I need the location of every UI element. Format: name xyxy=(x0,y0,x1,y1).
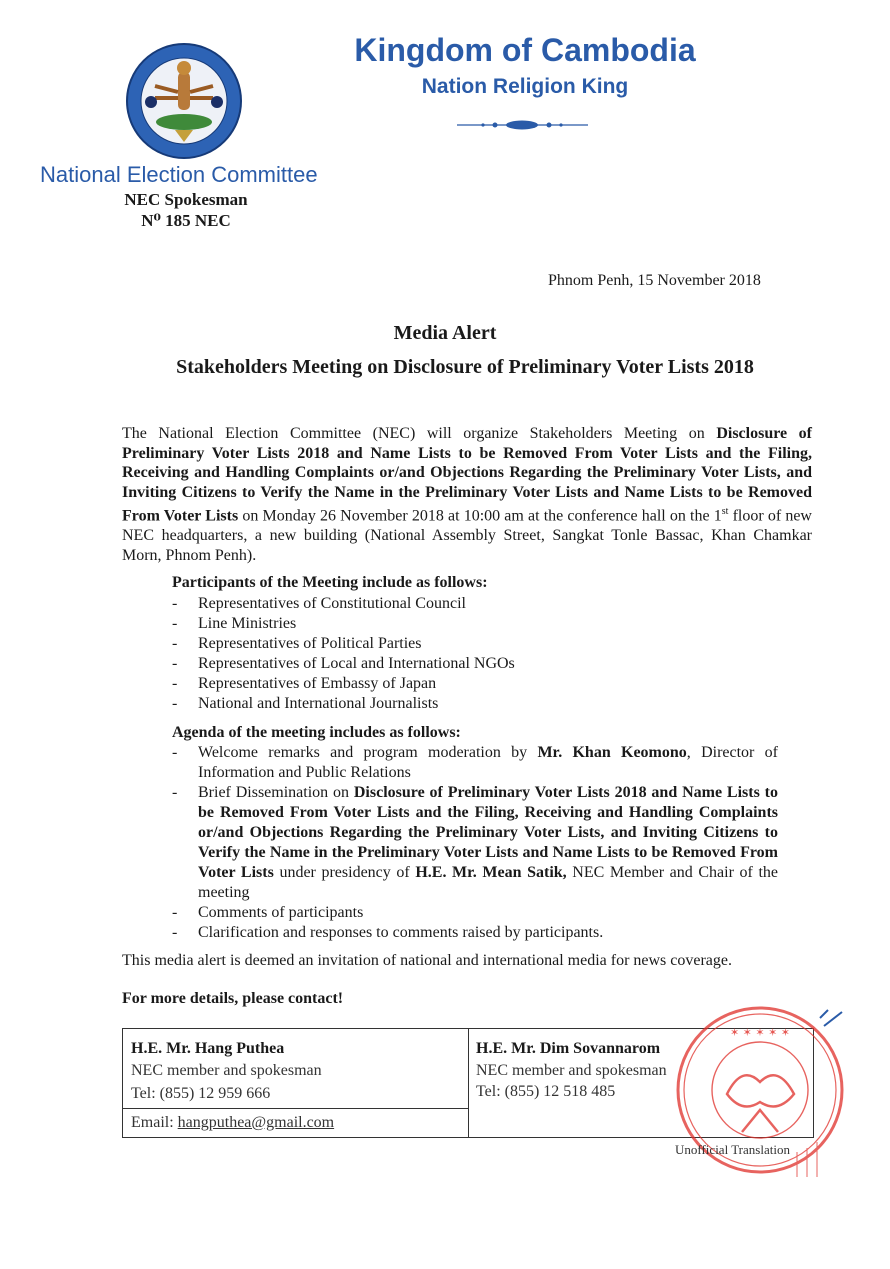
contact-tel: Tel: (855) 12 959 666 xyxy=(131,1085,271,1102)
list-item: - Line Ministries xyxy=(172,614,515,634)
document-title: Media Alert xyxy=(393,322,497,344)
agenda-heading: Agenda of the meeting includes as follows: xyxy=(172,724,461,741)
contact-name: H.E. Mr. Hang Puthea xyxy=(131,1040,285,1057)
list-item: - Comments of participants xyxy=(172,903,778,923)
participants-heading: Participants of the Meeting include as follows: xyxy=(172,574,488,591)
agenda-list xyxy=(172,743,778,943)
contact-role: NEC member and spokesman xyxy=(476,1062,667,1079)
document-date: Phnom Penh, 15 November 2018 xyxy=(548,272,761,289)
intro-paragraph: The National Election Committee (NEC) will organize Stakeholders Meeting on Disclosure of Preliminary Voter Lists 2018 and Name Lists to be Removed From Voter Lists and the Filing, Receiving and Handling Complaints or/and Objections Regarding the Preliminary Voter Lists, and Inviting Citizens to Verify the Name in the Preliminary Voter Lists and Name Lists to be Removed From Voter Lists on Monday 26 November 2018 at 10:00 am at the conference hall on the 1st floor of new NEC headquarters, a new building (National Assembly Street, Sangkat Tonle Bassac, Khan Chamkar Morn, Phnom Penh). xyxy=(122,425,813,564)
nec-logo-emblem xyxy=(125,42,243,160)
participants-list xyxy=(172,594,515,714)
document-subtitle: Stakeholders Meeting on Disclosure of Preliminary Voter Lists 2018 xyxy=(176,356,754,378)
contact-name: H.E. Mr. Dim Sovannarom xyxy=(476,1040,661,1057)
contact-role: NEC member and spokesman xyxy=(131,1062,322,1079)
national-motto: Nation Religion King xyxy=(421,75,629,98)
spokesman-office: NEC Spokesman xyxy=(124,190,248,209)
contact-cell-sovannarom xyxy=(476,1040,667,1101)
closing-statement: This media alert is deemed an invitation of national and international media for news coverage. xyxy=(122,952,733,969)
list-item: - Representatives of Local and International NGOs xyxy=(172,654,515,674)
cell-divider xyxy=(123,1108,468,1109)
list-item: - Representatives of Constitutional Council xyxy=(172,594,515,614)
contact-cell-puthea xyxy=(123,1029,469,1137)
list-item: - Representatives of Embassy of Japan xyxy=(172,674,515,694)
email-link[interactable]: hangputhea@gmail.com xyxy=(177,1114,335,1131)
document-number: N⁰ 185 NEC xyxy=(141,211,231,230)
list-item: - Welcome remarks and program moderation by Mr. Khan Keomono, Director of Information and Public Relations xyxy=(172,743,778,783)
list-item: - Brief Dissemination on Disclosure of Preliminary Voter Lists 2018 and Name Lists to be Removed From Voter Lists and the Filing, Receiving and Handling Complaints or/and Objections Regarding the Preliminary Voter Lists, and Inviting Citizens to Verify the Name in the Preliminary Voter Lists and Name Lists to be Removed From Voter Lists under presidency of H.E. Mr. Mean Satik, NEC Member and Chair of the meeting xyxy=(172,783,778,903)
contact-email-row: Email: hangputhea@gmail.com xyxy=(131,1114,335,1131)
kingdom-title: Kingdom of Cambodia xyxy=(354,32,696,68)
contact-prompt: For more details, please contact! xyxy=(122,990,344,1007)
contact-tel: Tel: (855) 12 518 485 xyxy=(476,1083,616,1100)
list-item: - Representatives of Political Parties xyxy=(172,634,515,654)
organization-name: National Election Committee xyxy=(40,162,318,187)
svg-text:✶ ✶ ✶ ✶ ✶: ✶ ✶ ✶ ✶ ✶ xyxy=(729,1026,791,1039)
list-item: - National and International Journalists xyxy=(172,694,515,714)
translation-note: Unofficial Translation xyxy=(675,1142,790,1157)
ornament-divider xyxy=(455,118,590,132)
list-item: - Clarification and responses to comments raised by participants. xyxy=(172,923,778,943)
